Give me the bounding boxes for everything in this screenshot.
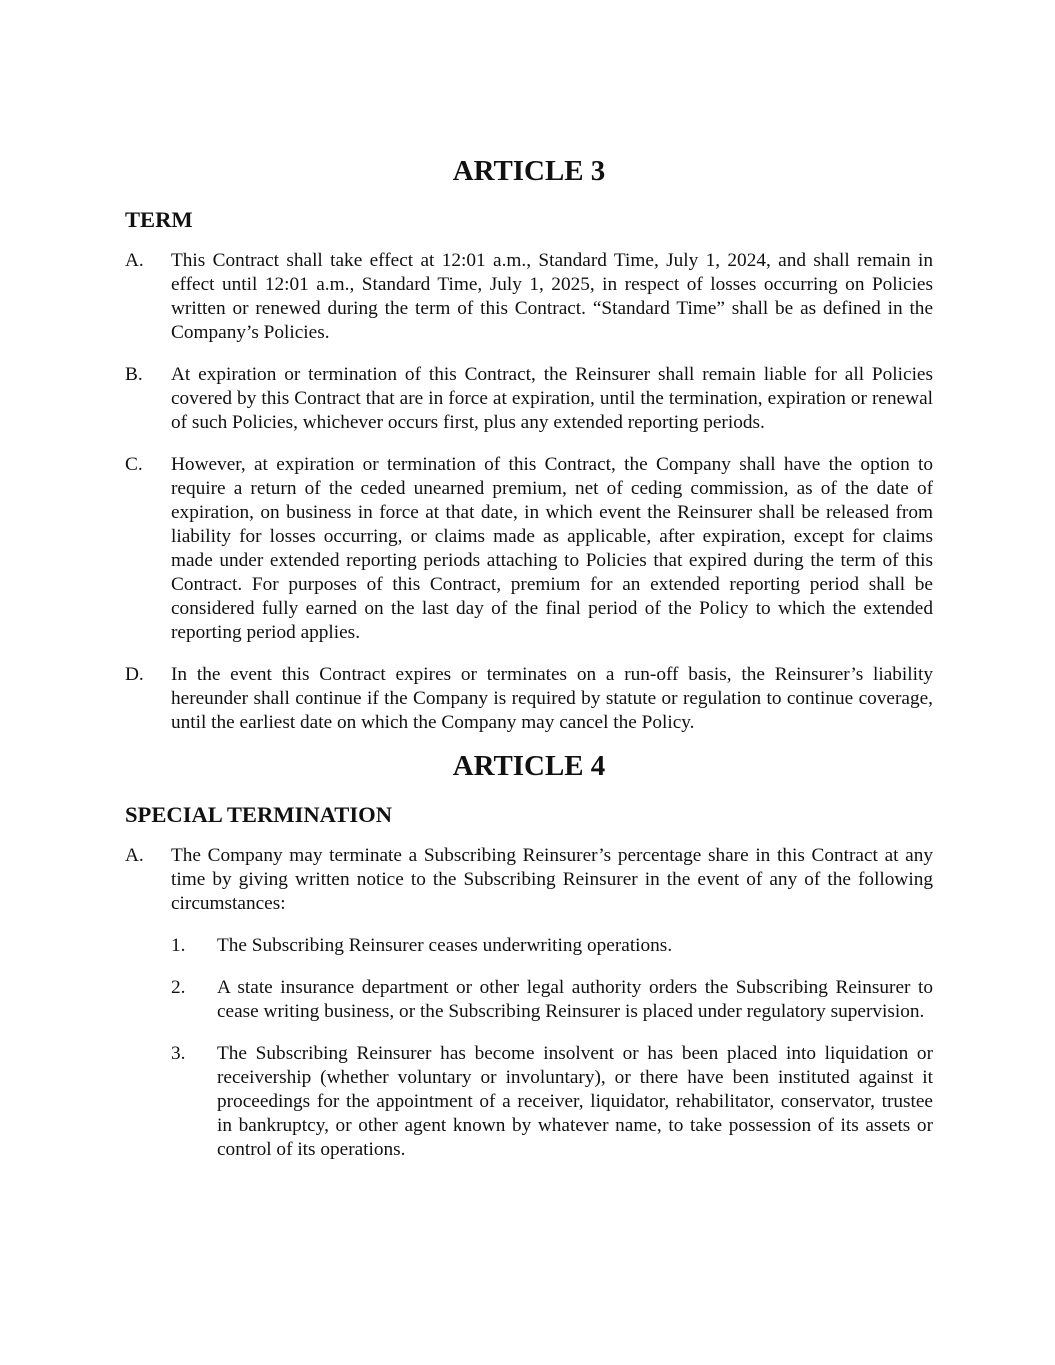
item-label: 2. <box>171 977 186 998</box>
article-3-paragraph-c <box>125 453 933 645</box>
item-label: 3. <box>171 1043 186 1064</box>
paragraph-label: A. <box>125 250 144 271</box>
paragraph-label: B. <box>125 364 143 385</box>
paragraph-label: A. <box>125 845 144 866</box>
paragraph-label: C. <box>125 454 143 475</box>
article-4-title: SPECIAL TERMINATION <box>125 802 393 827</box>
document-page <box>125 155 933 1180</box>
article-4-item-1 <box>171 934 933 958</box>
article-4-item-2 <box>171 976 933 1024</box>
article-3-paragraph-a <box>125 249 933 345</box>
article-3-paragraph-d <box>125 663 933 735</box>
item-text: The Subscribing Reinsurer ceases underwriting operations. <box>217 935 673 956</box>
paragraph-text: The Company may terminate a Subscribing Reinsurer’s percentage share in this Contract at any time by giving written notice to the Subscribing Reinsurer in the event of any of the following circumstances: <box>171 845 933 914</box>
article-3-paragraph-b <box>125 363 933 435</box>
paragraph-text: This Contract shall take effect at 12:01 a.m., Standard Time, July 1, 2024, and shall remain in effect until 12:01 a.m., Standard Time, July 1, 2025, in respect of losses occurring on Policies written or renewed during the term of this Contract. “Standard Time” shall be as defined in the Company’s Policies. <box>171 250 933 343</box>
article-3-heading: ARTICLE 3 <box>452 155 606 187</box>
item-text: The Subscribing Reinsurer has become insolvent or has been placed into liquidation or receivership (whether voluntary or involuntary), or there have been instituted against it proceedings for the appointment of a receiver, liquidator, rehabilitator, conservator, trustee in bankruptcy, or other agent known by whatever name, to take possession of its assets or control of its operations. <box>217 1043 933 1160</box>
item-label: 1. <box>171 935 186 956</box>
paragraph-text: However, at expiration or termination of this Contract, the Company shall have the option to require a return of the ceded unearned premium, net of ceding commission, as of the date of expiration, on business in force at that date, in which event the Reinsurer shall be released from liability for losses occurring, or claims made as applicable, after expiration, except for claims made under extended reporting periods attaching to Policies that expired during the term of this Contract. For purposes of this Contract, premium for an extended reporting period shall be considered fully earned on the last day of the final period of the Policy to which the extended reporting period applies. <box>171 454 933 643</box>
item-text: A state insurance department or other legal authority orders the Subscribing Reinsurer to cease writing business, or the Subscribing Reinsurer is placed under regulatory supervision. <box>217 977 933 1022</box>
article-3-title: TERM <box>125 207 193 232</box>
article-4-heading: ARTICLE 4 <box>452 750 606 782</box>
paragraph-text: In the event this Contract expires or terminates on a run-off basis, the Reinsurer’s liability hereunder shall continue if the Company is required by statute or regulation to continue coverage, until the earliest date on which the Company may cancel the Policy. <box>171 664 933 733</box>
paragraph-text: At expiration or termination of this Contract, the Reinsurer shall remain liable for all Policies covered by this Contract that are in force at expiration, until the termination, expiration or renewal of such Policies, whichever occurs first, plus any extended reporting periods. <box>171 364 933 433</box>
article-4-item-3 <box>171 1042 933 1162</box>
article-4-paragraph-a <box>125 844 933 916</box>
paragraph-label: D. <box>125 664 144 685</box>
